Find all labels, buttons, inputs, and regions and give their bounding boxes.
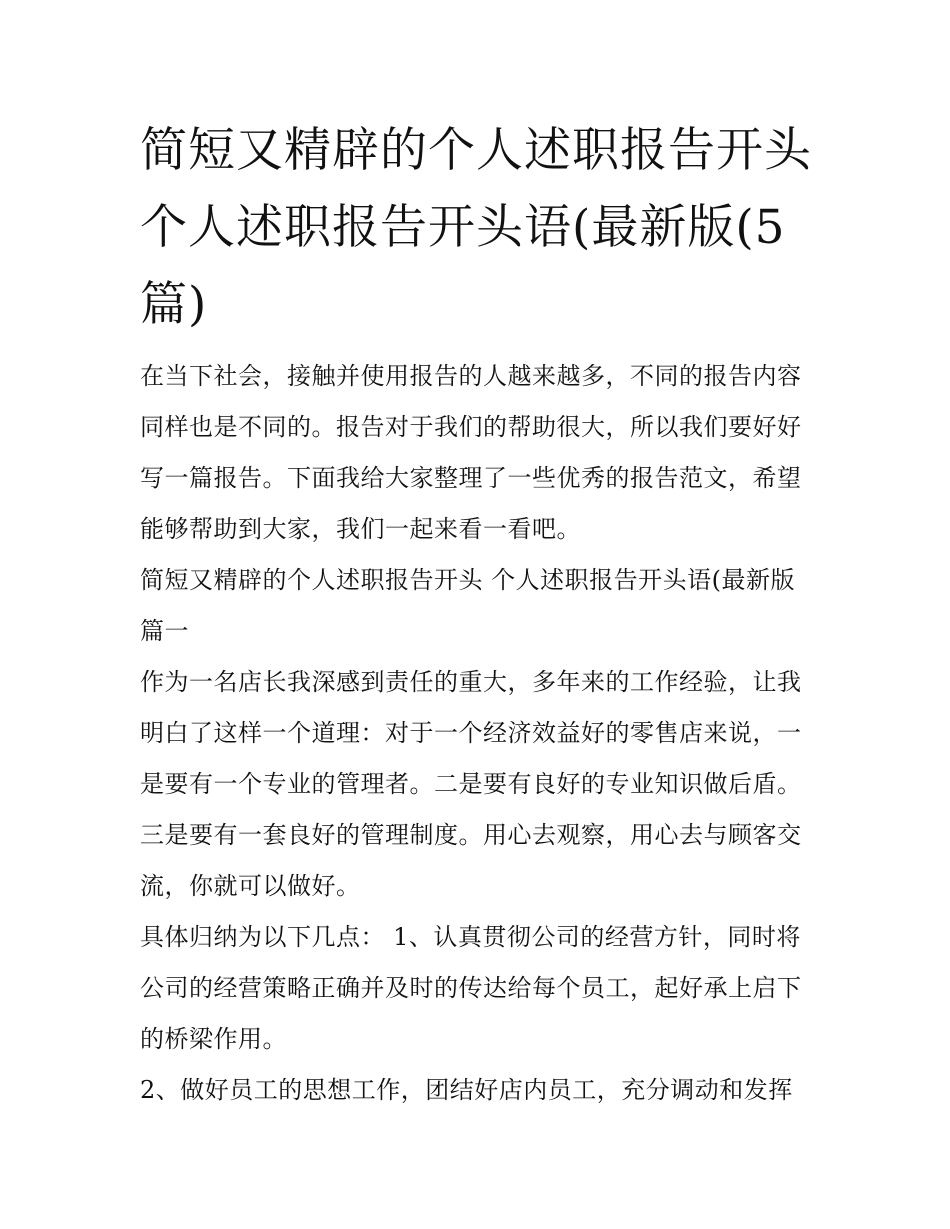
document-body [140,112,812,1116]
body-paragraph: 作为一名店长我深感到责任的重大，多年来的工作经验，让我明白了这样一个道理：对于一个经济效益好的零售店来说，一是要有一个专业的管理者。二是要有良好的专业知识做后盾。三是要有一套良好的管理制度。用心去观察，用心去与顾客交流，你就可以做好。 [140,668,802,900]
section-heading: 简短又精辟的个人述职报告开头 个人述职报告开头语(最新版 [140,566,795,594]
body-paragraph: 2、做好员工的思想工作，团结好店内员工，充分调动和发挥 [140,1076,793,1104]
intro-paragraph: 在当下社会，接触并使用报告的人越来越多，不同的报告内容同样也是不同的。报告对于我们的帮助很大，所以我们要好好写一篇报告。下面我给大家整理了一些优秀的报告范文，希望能够帮助到大家，我们一起来看一看吧。 [140,362,802,543]
section-label: 篇一 [140,617,189,645]
document-title: 简短又精辟的个人述职报告开头 个人述职报告开头语(最新版(5篇) [140,123,812,332]
body-paragraph: 具体归纳为以下几点： 1、认真贯彻公司的经营方针，同时将公司的经营策略正确并及时的传达给每个员工，起好承上启下的桥梁作用。 [140,923,802,1053]
